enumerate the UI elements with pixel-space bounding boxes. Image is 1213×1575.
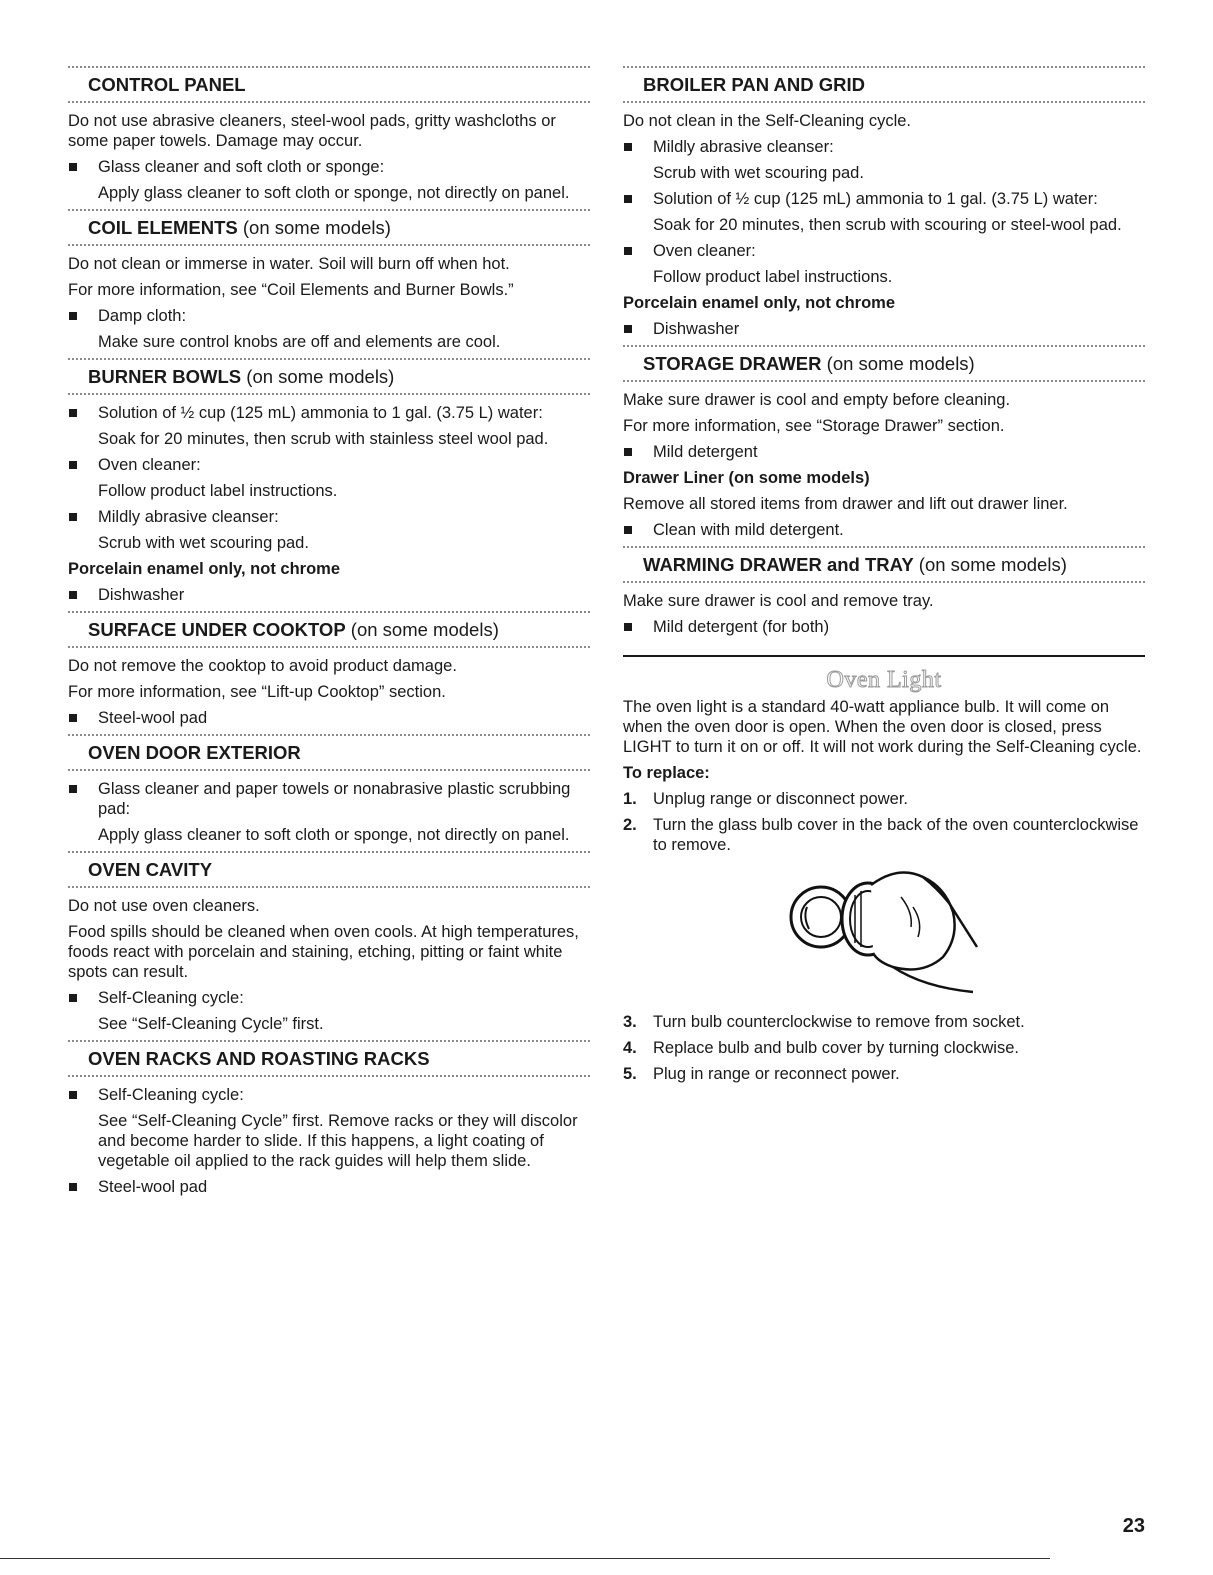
oven-light-intro: The oven light is a standard 40-watt appliance bulb. It will come on when the oven door is open. When the oven door is closed, press LIGHT to turn it on or off. It will not work during the Self-Cleaning cycle. [623,698,1142,756]
bullet-item [68,1177,590,1197]
bullet-square-icon [69,163,77,171]
bullet-detail: Scrub with wet scouring pad. [98,534,309,552]
section-body-burner-bowls [68,397,590,611]
hand-shape [871,873,955,970]
bullet-square-icon [624,325,632,333]
section-title [68,68,590,101]
bullet-item [68,779,590,819]
oven-racks-title: OVEN RACKS AND ROASTING RACKS [88,1048,430,1069]
title-qualifier: (on some models) [241,366,395,387]
dotted-rule [68,101,590,103]
bullet-detail: Follow product label instructions. [653,268,893,286]
bullet-item [623,319,1145,339]
paragraph: Make sure drawer is cool and remove tray. [623,592,934,610]
bullet-detail: Apply glass cleaner to soft cloth or sponge, not directly on panel. [98,826,570,844]
bullet-square-icon [624,526,632,534]
bullet-detail: Scrub with wet scouring pad. [653,164,864,182]
bullet-square-icon [69,1183,77,1191]
dotted-rule [623,581,1145,583]
bullet-text: Glass cleaner and paper towels or nonabrasive plastic scrubbing pad: [98,780,571,818]
bullet-text: Damp cloth: [98,307,187,325]
bullet-square-icon [69,714,77,722]
paragraph: Remove all stored items from drawer and lift out drawer liner. [623,495,1068,513]
section-title [68,736,590,769]
bullet-text: Dishwasher [653,320,740,338]
section-body-broiler-pan [623,105,1145,345]
section-header-broiler-pan [623,66,1145,103]
bullet-square-icon [69,591,77,599]
step-number: 3. [623,1013,637,1031]
numbered-step [623,815,1145,855]
dotted-rule [68,886,590,888]
bullet-text: Mildly abrasive cleanser: [98,508,279,526]
subheading: Drawer Liner (on some models) [623,469,870,487]
section-title [623,68,1145,101]
bullet-text: Oven cleaner: [98,456,201,474]
section-header-oven-cavity [68,851,590,888]
section-title [68,613,590,646]
numbered-step [623,1064,1145,1084]
bullet-item [623,520,1145,540]
bullet-item [68,306,590,326]
bullet-item [68,455,590,475]
bullet-item [68,708,590,728]
numbered-step [623,1012,1145,1032]
section-body-oven-racks [68,1079,590,1203]
bullet-square-icon [69,785,77,793]
bullet-text: Self-Cleaning cycle: [98,989,244,1007]
bullet-square-icon [624,623,632,631]
paragraph: For more information, see “Storage Drawer” section. [623,417,1005,435]
paragraph: Food spills should be cleaned when oven cools. At high temperatures, foods react with porcelain and staining, etching, pitting or faint white spots can result. [68,923,579,981]
paragraph: Do not use oven cleaners. [68,897,260,915]
control-panel-intro: Do not use abrasive cleaners, steel-wool pads, gritty washcloths or some paper towels. Damage may occur. [68,112,556,150]
title-qualifier: (on some models) [913,554,1067,575]
section-header-oven-racks [68,1040,590,1077]
dotted-rule [68,393,590,395]
bullet-text: Clean with mild detergent. [653,521,844,539]
section-header-storage-drawer [623,345,1145,382]
bullet-square-icon [624,143,632,151]
section-title [68,1042,590,1075]
bullet-item [623,189,1145,209]
section-header-oven-door-exterior [68,734,590,771]
bullet-text: Mildly abrasive cleanser: [653,138,834,156]
dotted-rule [68,646,590,648]
bullet-detail: Soak for 20 minutes, then scrub with scouring or steel-wool pad. [653,216,1122,234]
section-body-storage-drawer [623,384,1145,546]
step-number: 5. [623,1065,637,1083]
section-title [623,347,1145,380]
step-number: 4. [623,1039,637,1057]
section-body-control-panel [68,105,590,209]
paragraph: For more information, see “Lift-up Cooktop” section. [68,683,446,701]
paragraph: Do not clean in the Self-Cleaning cycle. [623,112,911,130]
bullet-detail: Make sure control knobs are off and elements are cool. [98,333,501,351]
bullet-square-icon [69,461,77,469]
section-body-warming-drawer [623,585,1145,643]
section-header-coil-elements [68,209,590,246]
bullet-detail: See “Self-Cleaning Cycle” first. Remove racks or they will discolor and become harder to slide. If this happens, a light coating of vegetable oil applied to the rack guides will help them slide. [98,1112,578,1170]
section-title [68,211,590,244]
bullet-detail: Soak for 20 minutes, then scrub with stainless steel wool pad. [98,430,549,448]
step-text: Unplug range or disconnect power. [653,790,908,808]
control-panel-title: CONTROL PANEL [88,74,246,95]
subheading: Porcelain enamel only, not chrome [623,294,896,312]
step-text: Plug in range or reconnect power. [653,1065,900,1083]
bullet-text: Solution of ½ cup (125 mL) ammonia to 1 gal. (3.75 L) water: [653,190,1098,208]
bullet-square-icon [624,195,632,203]
warming-drawer-title: WARMING DRAWER and TRAY [643,554,914,575]
paragraph: Do not clean or immerse in water. Soil will burn off when hot. [68,255,510,273]
bullet-item [68,507,590,527]
paragraph: For more information, see “Coil Elements and Burner Bowls.” [68,281,514,299]
bullet-square-icon [624,448,632,456]
dotted-rule [68,1075,590,1077]
bullet-text: Dishwasher [98,586,185,604]
section-body-oven-cavity [68,890,590,1040]
bullet-square-icon [624,247,632,255]
section-header-burner-bowls [68,358,590,395]
bullet-item [623,442,1145,462]
bullet-item [68,585,590,605]
bullet-square-icon [69,994,77,1002]
section-body-oven-door-exterior [68,773,590,851]
bullet-item [623,241,1145,261]
bullet-detail: Follow product label instructions. [98,482,338,500]
bullet-text: Steel-wool pad [98,709,208,727]
bullet-detail: See “Self-Cleaning Cycle” first. [98,1015,324,1033]
numbered-step [623,1038,1145,1058]
title-qualifier: (on some models) [237,217,391,238]
section-divider [623,655,1145,657]
step-text: Turn the glass bulb cover in the back of the oven counterclockwise to remove. [653,816,1139,854]
burner-bowls-title: BURNER BOWLS [88,366,242,387]
title-qualifier: (on some models) [821,353,975,374]
bullet-text: Steel-wool pad [98,1178,208,1196]
surface-under-cooktop-title: SURFACE UNDER COOKTOP [88,619,346,640]
dotted-rule [623,101,1145,103]
dotted-rule [68,244,590,246]
bullet-text: Mild detergent (for both) [653,618,830,636]
section-header-control-panel [68,66,590,103]
bullet-item [68,403,590,423]
section-title [623,548,1145,581]
bulb-cover-illustration [773,867,1013,997]
bullet-text: Self-Cleaning cycle: [98,1086,244,1104]
to-replace-heading: To replace: [623,764,710,782]
left-column [68,66,590,1203]
broiler-pan-title: BROILER PAN AND GRID [643,74,865,95]
step-number: 2. [623,816,637,834]
bulb-shape [801,897,841,937]
oven-light-heading: Oven Light [826,667,942,693]
bullet-text: Mild detergent [653,443,758,461]
dotted-rule [623,380,1145,382]
bullet-text: Glass cleaner and soft cloth or sponge: [98,158,385,176]
numbered-step [623,789,1145,809]
oven-door-exterior-title: OVEN DOOR EXTERIOR [88,742,301,763]
paragraph: Make sure drawer is cool and empty before cleaning. [623,391,1011,409]
bullet-item [623,137,1145,157]
step-number: 1. [623,790,637,808]
step-text: Replace bulb and bulb cover by turning clockwise. [653,1039,1019,1057]
bullet-detail: Apply glass cleaner to soft cloth or sponge, not directly on panel. [98,184,570,202]
footer-rule [0,1558,1050,1559]
bullet-item [68,988,590,1008]
dotted-rule [68,769,590,771]
title-qualifier: (on some models) [345,619,499,640]
subheading: Porcelain enamel only, not chrome [68,560,341,578]
bullet-text: Oven cleaner: [653,242,756,260]
bullet-item [68,157,590,177]
bullet-item [68,1085,590,1105]
bullet-square-icon [69,513,77,521]
storage-drawer-title: STORAGE DRAWER [643,353,822,374]
bullet-text: Solution of ½ cup (125 mL) ammonia to 1 gal. (3.75 L) water: [98,404,543,422]
section-header-surface-under-cooktop [68,611,590,648]
oven-cavity-title: OVEN CAVITY [88,859,213,880]
section-header-warming-drawer [623,546,1145,583]
section-body-coil-elements [68,248,590,358]
section-title [68,853,590,886]
page-number: 23 [1122,1515,1145,1537]
bullet-item [623,617,1145,637]
step-text: Turn bulb counterclockwise to remove from socket. [653,1013,1025,1031]
bullet-square-icon [69,1091,77,1099]
bullet-square-icon [69,409,77,417]
paragraph: Do not remove the cooktop to avoid product damage. [68,657,457,675]
bullet-square-icon [69,312,77,320]
forearm-line [893,967,973,992]
section-title [68,360,590,393]
right-column [623,66,1145,1084]
coil-elements-title: COIL ELEMENTS [88,217,238,238]
section-body-surface-under-cooktop [68,650,590,734]
